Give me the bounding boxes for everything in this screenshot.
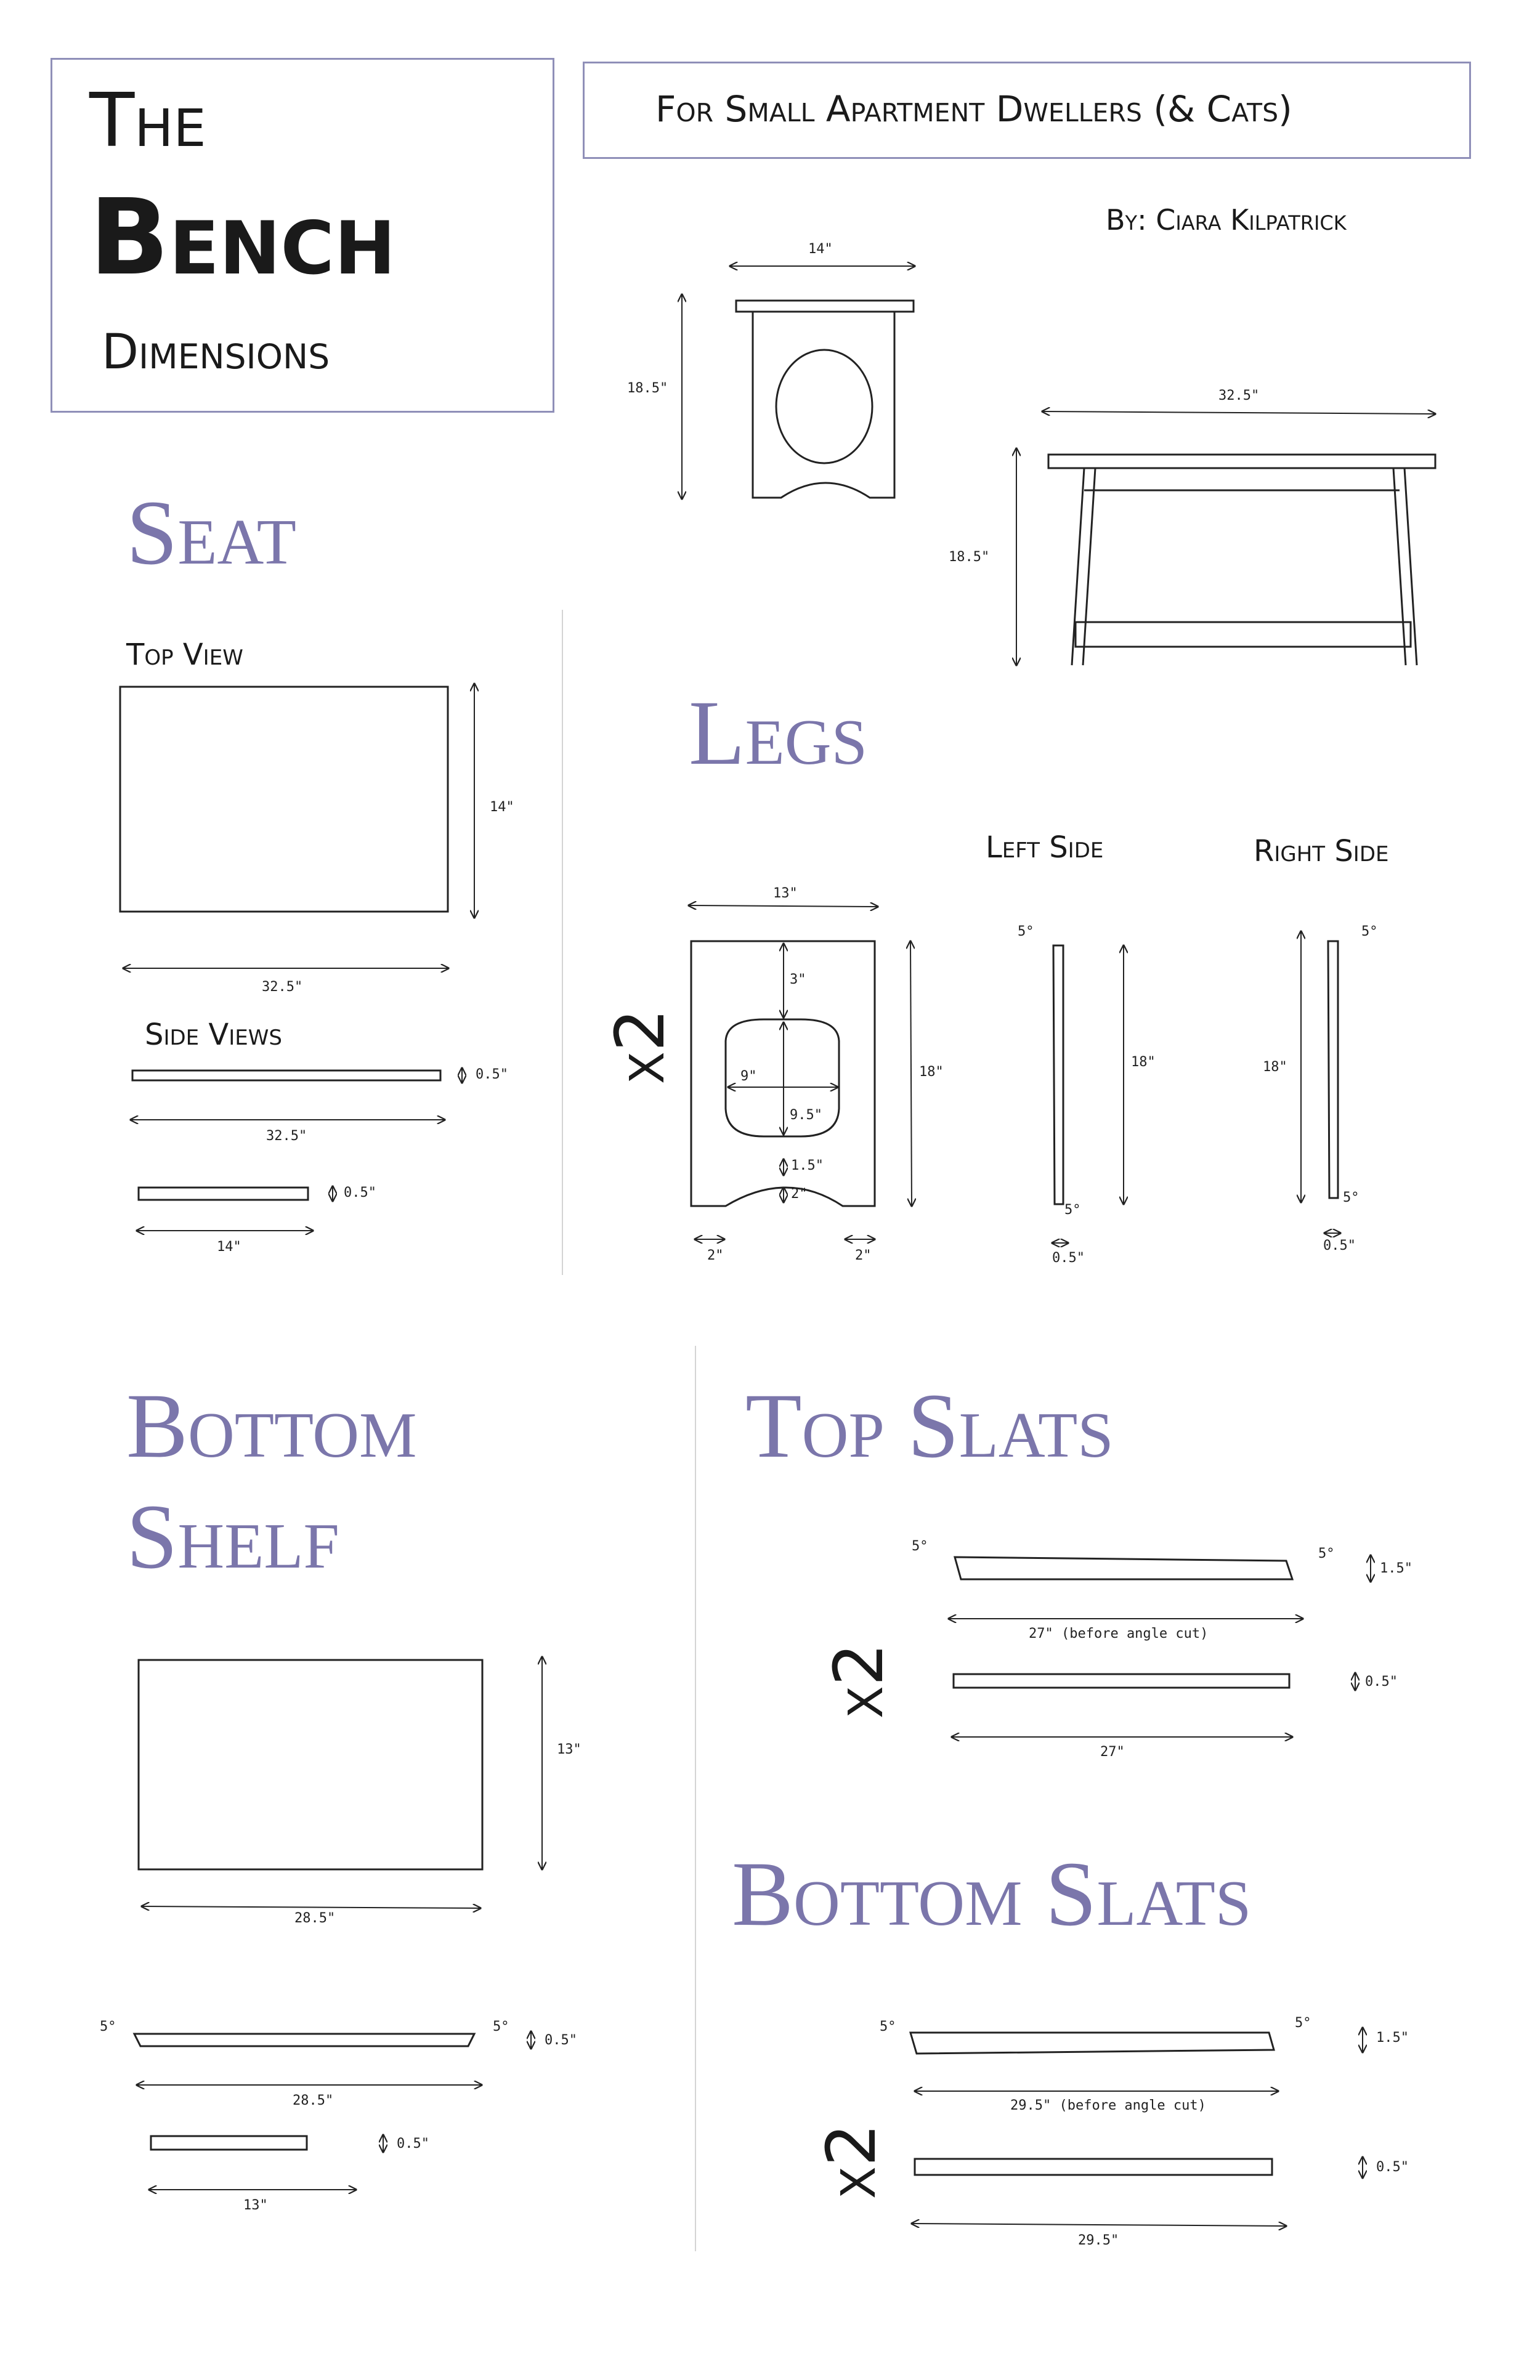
top-slat-angle-right: 5° bbox=[1318, 1546, 1335, 1561]
bottom-shelf-heading-2: Shelf bbox=[126, 1486, 339, 1588]
right-side-label: Right Side bbox=[1254, 834, 1389, 868]
leg-hole-bottom: 1.5" bbox=[791, 1158, 824, 1173]
leg-width: 13" bbox=[773, 886, 798, 901]
leg-left-side-sketch bbox=[1052, 945, 1124, 1243]
shelf-short-thk: 0.5" bbox=[397, 2136, 429, 2151]
bottom-slat-angle-right: 5° bbox=[1295, 2015, 1311, 2031]
leg-hole-top: 3" bbox=[790, 972, 806, 987]
top-slat-len: 27" bbox=[1100, 1744, 1125, 1760]
seat-side-long-thk: 0.5" bbox=[476, 1067, 508, 1082]
shelf-short-len: 13" bbox=[243, 2198, 268, 2213]
bottom-slat-len-before: 29.5" (before angle cut) bbox=[1010, 2098, 1206, 2113]
seat-side-views-sketch bbox=[131, 1068, 462, 1231]
seat-side-short-len: 14" bbox=[217, 1239, 241, 1255]
right-side-angle-top: 5° bbox=[1361, 924, 1378, 939]
left-side-label: Left Side bbox=[986, 830, 1104, 865]
shelf-angle-left: 5° bbox=[100, 2019, 116, 2034]
bottom-shelf-top-view-sketch bbox=[139, 1657, 542, 1908]
shelf-long-len: 28.5" bbox=[293, 2093, 334, 2108]
left-side-thk: 0.5" bbox=[1052, 1250, 1085, 1266]
top-slat-sketch bbox=[949, 1555, 1371, 1737]
left-side-angle-bottom: 5° bbox=[1064, 1202, 1081, 1218]
bottom-slat-angle-left: 5° bbox=[880, 2019, 896, 2034]
title-line-1: The bbox=[89, 78, 206, 164]
side-height-label: 18.5" bbox=[949, 549, 990, 565]
bottom-slat-thk: 0.5" bbox=[1376, 2159, 1409, 2175]
leg-right-side-sketch bbox=[1301, 931, 1340, 1233]
left-side-len: 18" bbox=[1131, 1054, 1156, 1070]
seat-top-width: 32.5" bbox=[262, 979, 303, 995]
bottom-slat-sketch bbox=[910, 2028, 1363, 2226]
right-side-thk: 0.5" bbox=[1323, 1238, 1356, 1253]
title-line-3: Dimensions bbox=[102, 325, 330, 380]
legs-multiplier: x2 bbox=[601, 1008, 679, 1084]
front-height-label: 18.5" bbox=[627, 381, 668, 396]
seat-heading: Seat bbox=[126, 482, 296, 584]
seat-side-short-thk: 0.5" bbox=[344, 1185, 376, 1200]
top-slat-angle-left: 5° bbox=[912, 1539, 928, 1554]
top-slat-thk: 0.5" bbox=[1365, 1674, 1398, 1690]
shelf-angle-right: 5° bbox=[493, 2019, 509, 2034]
title-line-2: Bench bbox=[89, 177, 396, 299]
top-slats-multiplier: x2 bbox=[819, 1643, 898, 1718]
leg-hole-h: 9.5" bbox=[790, 1107, 822, 1123]
legs-heading: Legs bbox=[689, 682, 867, 784]
front-width-label: 14" bbox=[808, 241, 833, 257]
seat-side-long-len: 32.5" bbox=[266, 1128, 307, 1144]
leg-height: 18" bbox=[919, 1064, 944, 1080]
front-view-sketch bbox=[682, 266, 915, 499]
leg-hole-w: 9" bbox=[740, 1069, 757, 1084]
seat-top-view-label: Top View bbox=[126, 638, 243, 672]
seat-top-view-sketch bbox=[120, 684, 474, 968]
leg-foot-right: 2" bbox=[855, 1248, 872, 1263]
shelf-long-thk: 0.5" bbox=[545, 2033, 577, 2048]
top-slats-heading: Top Slats bbox=[745, 1375, 1114, 1477]
subtitle: For Small Apartment Dwellers (& Cats) bbox=[655, 88, 1292, 130]
bottom-slat-len: 29.5" bbox=[1078, 2233, 1119, 2248]
shelf-depth: 13" bbox=[557, 1742, 582, 1757]
bottom-slats-multiplier: x2 bbox=[812, 2123, 891, 2199]
seat-top-depth: 14" bbox=[490, 799, 514, 815]
leg-arch-h: 2" bbox=[791, 1186, 808, 1202]
bottom-shelf-side-views-sketch bbox=[134, 2031, 531, 2190]
bottom-slat-height: 1.5" bbox=[1376, 2030, 1409, 2046]
left-side-angle-top: 5° bbox=[1018, 924, 1034, 939]
right-side-len: 18" bbox=[1263, 1059, 1287, 1075]
shelf-width: 28.5" bbox=[294, 1911, 336, 1926]
side-view-sketch bbox=[1016, 411, 1435, 665]
top-slat-height: 1.5" bbox=[1380, 1561, 1412, 1576]
bottom-slats-heading: Bottom Slats bbox=[732, 1843, 1252, 1945]
bottom-shelf-heading-1: Bottom bbox=[126, 1375, 417, 1477]
seat-side-views-label: Side Views bbox=[145, 1018, 282, 1052]
right-side-angle-bottom: 5° bbox=[1343, 1190, 1360, 1205]
leg-foot-left: 2" bbox=[707, 1248, 724, 1263]
side-width-label: 32.5" bbox=[1218, 388, 1260, 403]
byline: By: Ciara Kilpatrick bbox=[1106, 203, 1347, 237]
top-slat-len-before: 27" (before angle cut) bbox=[1029, 1626, 1209, 1641]
